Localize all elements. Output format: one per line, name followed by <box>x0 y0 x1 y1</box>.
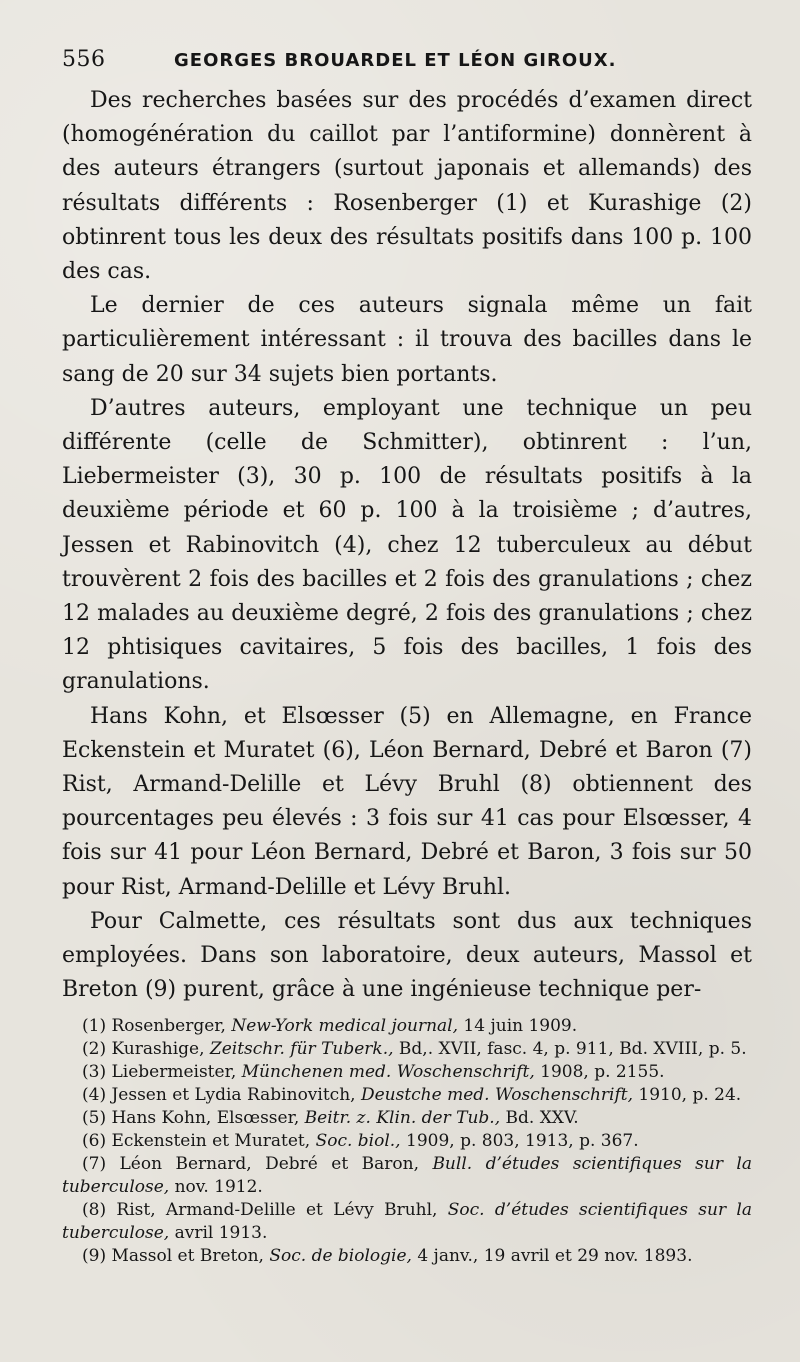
paragraph: Des recherches basées sur des procédés d’examen direct (homogénération du caillot par l’antiformine) donnèrent à des auteurs étrangers (surtout japonais et allemands) des résultats différents : Rosenberger (1) et Kurashige (2) obtinrent tous les deux des résultats positifs dans 100 p. 100 des cas. <box>62 88 752 285</box>
footnote-journal: Zeitschr. für Tuberk., <box>209 1039 394 1059</box>
footnote-details: avril 1913. <box>169 1223 268 1243</box>
footnote <box>62 1130 752 1153</box>
paragraph: Hans Kohn, et Elsœsser (5) en Allemagne, en France Eckenstein et Muratet (6), Léon Bernard, Debré et Baron (7) Rist, Armand-Delille et Lévy Bruhl (8) obtiennent des pourcentages peu élevés : 3 fois sur 41 cas pour Elsœsser, 4 fois sur 41 pour Léon Bernard, Debré et Baron, 3 fois sur 50 pour Rist, Armand-Delille et Lévy Bruhl. <box>62 703 752 900</box>
footnote-author: (2) Kurashige, <box>82 1039 210 1059</box>
footnote-journal: Soc. biol., <box>315 1131 401 1151</box>
footnote-details: Bd,. XVII, fasc. 4, p. 911, Bd. XVIII, p. 5. <box>393 1039 747 1059</box>
footnote-details: 14 juin 1909. <box>458 1016 578 1036</box>
footnote-details: nov. 1912. <box>169 1177 263 1197</box>
footnote-journal: New-York medical journal, <box>231 1016 459 1036</box>
footnote-details: Bd. XXV. <box>500 1108 579 1128</box>
footnote-author: (8) Rist, Armand-Delille et Lévy Bruhl, <box>82 1200 448 1220</box>
footnote-details: 1910, p. 24. <box>633 1085 742 1105</box>
paragraph: D’autres auteurs, employant une technique un peu différente (celle de Schmitter), obtinrent : l’un, Liebermeister (3), 30 p. 100 de résultats positifs à la deuxième période et 60 p. 100 à la troisième ; d’autres, Jessen et Rabinovitch (4), chez 12 tuberculeux au début trouvèrent 2 fois des bacilles et 2 fois des granulations ; chez 12 malades au deuxième degré, 2 fois des granulations ; chez 12 phtisiques cavitaires, 5 fois des bacilles, 1 fois des granulations. <box>62 395 752 695</box>
footnote <box>62 1061 752 1084</box>
footnote <box>62 1153 752 1199</box>
footnote-author: (9) Massol et Breton, <box>82 1246 270 1266</box>
footnote-author: (1) Rosenberger, <box>82 1016 232 1036</box>
footnote-journal: Soc. de biologie, <box>269 1246 412 1266</box>
footnote <box>62 1107 752 1130</box>
footnote-details: 1908, p. 2155. <box>534 1062 665 1082</box>
footnote-author: (5) Hans Kohn, Elsœsser, <box>82 1108 305 1128</box>
footnote-author: (4) Jessen et Lydia Rabinovitch, <box>82 1085 361 1105</box>
footnote <box>62 1199 752 1245</box>
footnote-author: (3) Liebermeister, <box>82 1062 242 1082</box>
footnote-author: (7) Léon Bernard, Debré et Baron, <box>82 1154 433 1174</box>
footnote <box>62 1038 752 1061</box>
page-header <box>62 47 752 75</box>
paragraph: Pour Calmette, ces résultats sont dus aux techniques employées. Dans son laboratoire, deux auteurs, Massol et Breton (9) purent, grâce à une ingénieuse technique per- <box>62 908 752 1003</box>
page-number: 556 <box>62 47 106 72</box>
footnote <box>62 1084 752 1107</box>
footnote-journal: Beitr. z. Klin. der Tub., <box>304 1108 501 1128</box>
footnote <box>62 1245 752 1268</box>
footnote-details: 4 janv., 19 avril et 29 nov. 1893. <box>411 1246 693 1266</box>
footnote-details: 1909, p. 803, 1913, p. 367. <box>400 1131 639 1151</box>
footnote-journal: Soc. d’études scientifiques sur la tuberculose, <box>62 1200 752 1243</box>
running-head: GEORGES BROUARDEL ET LÉON GIROUX. <box>174 50 617 71</box>
footnote <box>62 1015 752 1038</box>
footnotes <box>62 1015 752 1268</box>
footnote-author: (6) Eckenstein et Muratet, <box>82 1131 316 1151</box>
footnote-journal: Deustche med. Woschenschrift, <box>360 1085 633 1105</box>
body-text <box>62 84 752 1007</box>
paragraph: Le dernier de ces auteurs signala même un fait particulièrement intéressant : il trouva des bacilles dans le sang de 20 sur 34 sujets bien portants. <box>62 293 752 387</box>
footnote-journal: Bull. d’études scientifiques sur la tuberculose, <box>62 1154 752 1197</box>
footnote-journal: Münchenen med. Woschenschrift, <box>241 1062 535 1082</box>
